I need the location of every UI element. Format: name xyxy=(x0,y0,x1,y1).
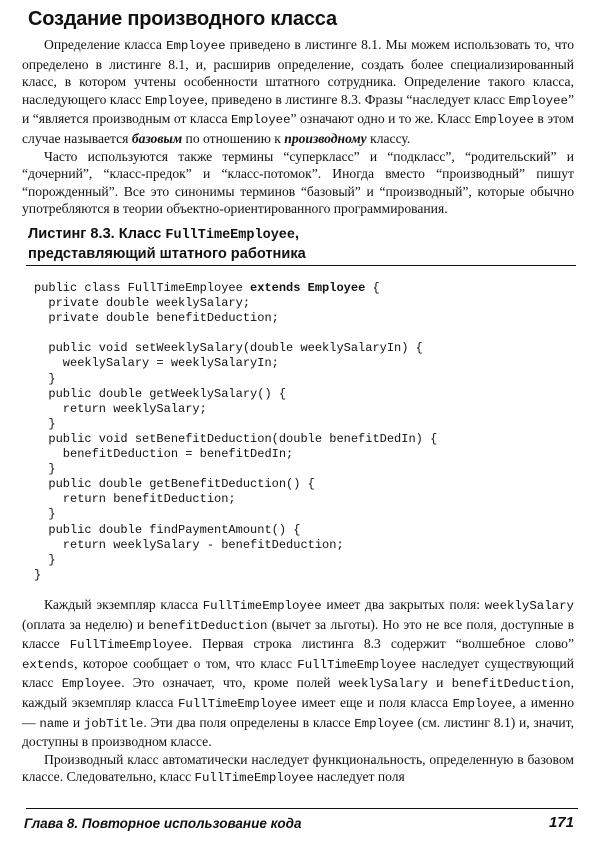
code-term: Employee xyxy=(508,93,568,108)
code-line xyxy=(34,311,437,326)
code-line xyxy=(34,402,437,417)
after-paragraph-2 xyxy=(22,751,574,788)
code-term: FullTimeEmployee xyxy=(177,696,297,711)
code-term: weeklySalary xyxy=(338,677,428,692)
code-text: return weeklySalary - benefitDeduction; xyxy=(34,537,344,552)
code-term: FullTimeEmployee xyxy=(194,771,314,786)
after-listing-text xyxy=(22,596,574,788)
caption-text: Листинг 8.3. Класс xyxy=(28,226,166,242)
code-term: name xyxy=(39,716,70,731)
code-line xyxy=(34,326,437,341)
code-line xyxy=(34,477,437,492)
code-text: private double weeklySalary; xyxy=(34,296,251,311)
code-term: jobTitle xyxy=(83,716,144,731)
text-run: имеет еще и поля класса xyxy=(296,694,453,710)
text-run: Каждый экземпляр класса xyxy=(44,597,203,612)
emphasis-term: базовым xyxy=(131,130,183,146)
code-text: public class FullTimeEmployee xyxy=(34,281,251,295)
text-run: , которое сообщает о том, что класс xyxy=(74,655,298,671)
page-number: 171 xyxy=(548,814,574,831)
code-line xyxy=(34,432,437,447)
text-run: приведено в листинге 8.1. Мы можем использовать то, что определено в листинге 8.1, и, расширив определение, создать более специализированный класс, в котором учтены особенности штатного сотрудника. Определение такого класса, наследующего класс xyxy=(22,37,574,107)
code-term: FullTimeEmployee xyxy=(202,599,322,613)
code-text: { xyxy=(365,281,380,295)
text-run: имеет два закрытых поля: xyxy=(321,597,485,612)
code-term: Employee xyxy=(144,93,205,108)
text-run: . Эти два поля определены в классе xyxy=(143,714,355,730)
code-text: } xyxy=(34,371,56,386)
code-line xyxy=(34,462,437,477)
code-text: } xyxy=(34,567,42,582)
code-term: benefitDeduction xyxy=(148,618,268,633)
code-line xyxy=(34,553,437,568)
text-run: (оплата за неделю) и xyxy=(22,616,149,632)
code-text: public double findPaymentAmount() { xyxy=(34,522,301,537)
code-text: public void setWeeklySalary(double weeklySalaryIn) { xyxy=(34,341,423,356)
listing-caption-line-1 xyxy=(28,225,568,245)
code-term: extends xyxy=(22,657,75,672)
section-heading: Создание производного класса xyxy=(28,8,337,30)
text-run: Производный класс автоматически наследует функциональность, определенную в базовом классе. Следовательно, класс xyxy=(22,751,574,785)
text-run: Определение класса xyxy=(44,37,167,52)
code-line xyxy=(34,507,437,522)
code-line xyxy=(34,372,437,387)
code-text: } xyxy=(34,416,56,431)
footer-rule xyxy=(26,808,578,809)
listing-caption-line-2: представляющий штатного работника xyxy=(28,246,306,262)
text-run: наследует поля xyxy=(313,769,405,785)
text-run: , каждый экземпляр класса xyxy=(22,675,575,710)
listing-caption xyxy=(28,225,568,263)
code-line xyxy=(34,417,437,432)
code-line xyxy=(34,523,437,538)
text-run: (вычет за льготы). Но это не все поля, доступные в классе xyxy=(22,616,574,652)
code-line xyxy=(34,447,437,462)
text-run: по отношению к xyxy=(182,130,285,146)
code-line xyxy=(34,538,437,553)
code-term: Employee xyxy=(166,39,226,53)
code-term: Employee xyxy=(452,696,513,711)
code-line xyxy=(34,387,437,402)
caption-text: , xyxy=(295,226,300,242)
code-keyword: extends Employee xyxy=(250,281,366,295)
text-run: и xyxy=(427,675,452,691)
code-line xyxy=(34,356,437,371)
code-text: } xyxy=(34,462,56,477)
code-term: benefitDeduction xyxy=(451,677,571,692)
intro-paragraph-1 xyxy=(22,36,574,148)
code-text: return weeklySalary; xyxy=(34,401,207,416)
text-run: наследует существующий класс xyxy=(22,655,574,691)
code-term: FullTimeEmployee xyxy=(297,657,417,672)
text-run: в этом случае называется xyxy=(22,111,575,146)
code-term: weeklySalary xyxy=(484,599,574,613)
code-text: } xyxy=(34,507,56,522)
code-text: } xyxy=(34,552,56,567)
code-line xyxy=(34,281,437,296)
code-term: Employee xyxy=(231,113,291,128)
code-text: public double getWeeklySalary() { xyxy=(34,386,287,401)
code-line xyxy=(34,341,437,356)
text-run: ” означают одно и то же. Класс xyxy=(290,111,475,127)
code-text: public void setBenefitDeduction(double benefitDedIn) { xyxy=(34,431,438,446)
text-run: , приведено в листинге 8.3. Фразы “наследует класс xyxy=(204,91,509,107)
intro-paragraph-2: Часто используются также термины “суперкласс” и “подкласс”, “родительский” и “дочерний”, “класс-предок” и “класс-потомок”. Иногда вместо “производный” пишут “порожденный”. Все это синонимы терминов “базовый” и “производный”, которые обычно употребляются в теории объектно-ориентированного программирования. xyxy=(22,148,574,217)
code-term: Employee xyxy=(354,716,414,731)
text-run: , а именно — xyxy=(22,694,575,730)
code-line xyxy=(34,492,437,507)
code-text: benefitDeduction = benefitDedIn; xyxy=(34,447,294,462)
text-run: (см. листинг 8.1) и, значит, доступны в производном классе. xyxy=(22,714,574,750)
text-run: классу. xyxy=(366,130,411,146)
code-text: public double getBenefitDeduction() { xyxy=(34,477,315,492)
code-line xyxy=(34,568,437,583)
running-footer-chapter: Глава 8. Повторное использование кода xyxy=(24,816,302,831)
code-listing xyxy=(34,281,437,583)
caption-code: FullTimeEmployee xyxy=(165,228,295,243)
code-line xyxy=(34,296,437,311)
code-term: Employee xyxy=(474,113,534,128)
text-run: ” и “является производным от класса xyxy=(22,91,574,127)
text-run: и xyxy=(69,714,84,730)
listing-rule xyxy=(26,265,576,266)
after-paragraph-1 xyxy=(22,596,574,751)
code-text: private double benefitDeduction; xyxy=(34,311,279,326)
code-term: Employee xyxy=(61,677,122,692)
text-run: . Первая строка листинга 8.3 содержит “волшебное слово” xyxy=(188,636,574,652)
code-text: weeklySalary = weeklySalaryIn; xyxy=(34,356,279,371)
text-run: . Это означает, что, кроме полей xyxy=(121,675,339,691)
intro-text xyxy=(22,36,574,218)
code-term: FullTimeEmployee xyxy=(69,638,189,653)
code-text: return benefitDeduction; xyxy=(34,492,236,507)
emphasis-term: производному xyxy=(284,130,367,146)
